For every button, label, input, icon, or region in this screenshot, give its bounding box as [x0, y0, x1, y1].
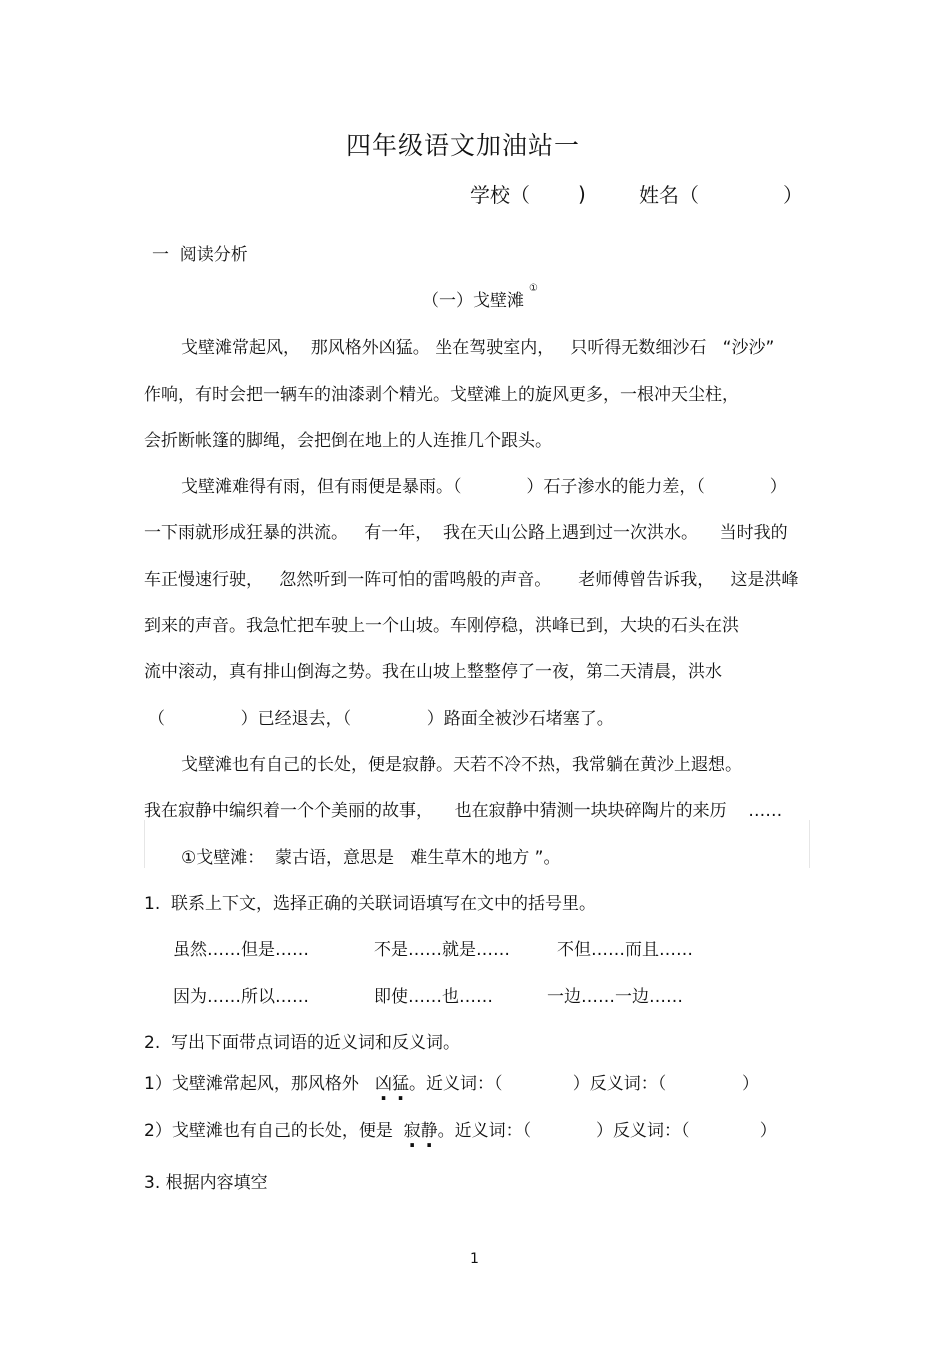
- question-1: 1. 联系上下文，选择正确的关联词语填写在文中的括号里。: [144, 894, 597, 914]
- footnote-marker: ①: [529, 283, 538, 294]
- question-2: 2. 写出下面带点词语的近义词和反义词。: [144, 1033, 461, 1053]
- q2-2-prefix: 2）戈壁滩也有自己的长处，便是: [144, 1121, 393, 1141]
- name-label: 姓名（: [639, 183, 699, 207]
- passage-line: 流中滚动，真有排山倒海之势。我在山坡上整整停了一夜，第二天清晨，洪水: [144, 662, 722, 682]
- passage-line: 戈壁滩也有自己的长处，便是寂静。天若不冷不热，我常躺在黄沙上遐想。: [181, 755, 742, 775]
- dotted-char: 凶: [375, 1074, 393, 1094]
- document-title: 四年级语文加油站一: [346, 131, 581, 160]
- passage-line: 车正慢速行驶， 忽然听到一阵可怕的雷鸣般的声音。 老师傅曾告诉我， 这是洪峰: [144, 570, 799, 590]
- question-2-item-1: [144, 1069, 759, 1094]
- passage-line: 戈壁滩难得有雨，但有雨便是暴雨。（ ）石子渗水的能力差，（ ）: [181, 477, 787, 497]
- option-item: 即使……也……: [374, 987, 493, 1007]
- school-label: 学校（: [470, 183, 530, 207]
- option-item: 一边……一边……: [547, 987, 683, 1007]
- option-item: 因为……所以……: [173, 987, 309, 1007]
- q2-2-suffix: 。近义词：（ ）反义词：（ ）: [437, 1121, 777, 1141]
- passage-line: 我在寂静中编织着一个个美丽的故事， 也在寂静中猜测一块块碎陶片的来历 ……: [144, 801, 783, 821]
- dotted-char: 猛: [392, 1074, 410, 1094]
- option-item: 不但……而且……: [557, 940, 693, 960]
- page-number: 1: [470, 1251, 479, 1267]
- question-3: 3. 根据内容填空: [144, 1173, 268, 1193]
- q2-1-prefix: 1）戈壁滩常起风，那风格外: [144, 1074, 359, 1094]
- passage-title: （一）戈壁滩: [422, 291, 524, 311]
- footnote-text: ①戈壁滩： 蒙古语，意思是 难生草木的地方 ”。: [181, 848, 561, 868]
- passage-line: 戈壁滩常起风， 那风格外凶猛。 坐在驾驶室内， 只听得无数细沙石 “沙沙”: [181, 338, 775, 358]
- school-blank-close: ): [578, 182, 586, 206]
- q2-1-suffix: 。近义词：（ ）反义词：（ ）: [409, 1074, 759, 1094]
- name-blank-close: ）: [783, 183, 803, 207]
- passage-line: （ ）已经退去，（ ）路面全被沙石堵塞了。: [148, 709, 614, 729]
- passage-line: 作响，有时会把一辆车的油漆剥个精光。戈壁滩上的旋风更多，一根冲天尘柱，: [144, 385, 739, 405]
- option-item: 虽然……但是……: [173, 940, 309, 960]
- section-heading: 一 阅读分析: [152, 245, 248, 265]
- passage-line: 一下雨就形成狂暴的洪流。 有一年， 我在天山公路上遇到过一次洪水。 当时我的: [144, 523, 788, 543]
- question-2-item-2: [144, 1116, 777, 1141]
- option-item: 不是……就是……: [374, 940, 510, 960]
- passage-line: 到来的声音。我急忙把车驶上一个山坡。车刚停稳，洪峰已到，大块的石头在洪: [144, 616, 739, 636]
- dotted-char: 寂: [403, 1121, 421, 1141]
- dotted-char: 静: [420, 1121, 438, 1141]
- passage-line: 会折断帐篷的脚绳，会把倒在地上的人连推几个跟头。: [144, 431, 552, 451]
